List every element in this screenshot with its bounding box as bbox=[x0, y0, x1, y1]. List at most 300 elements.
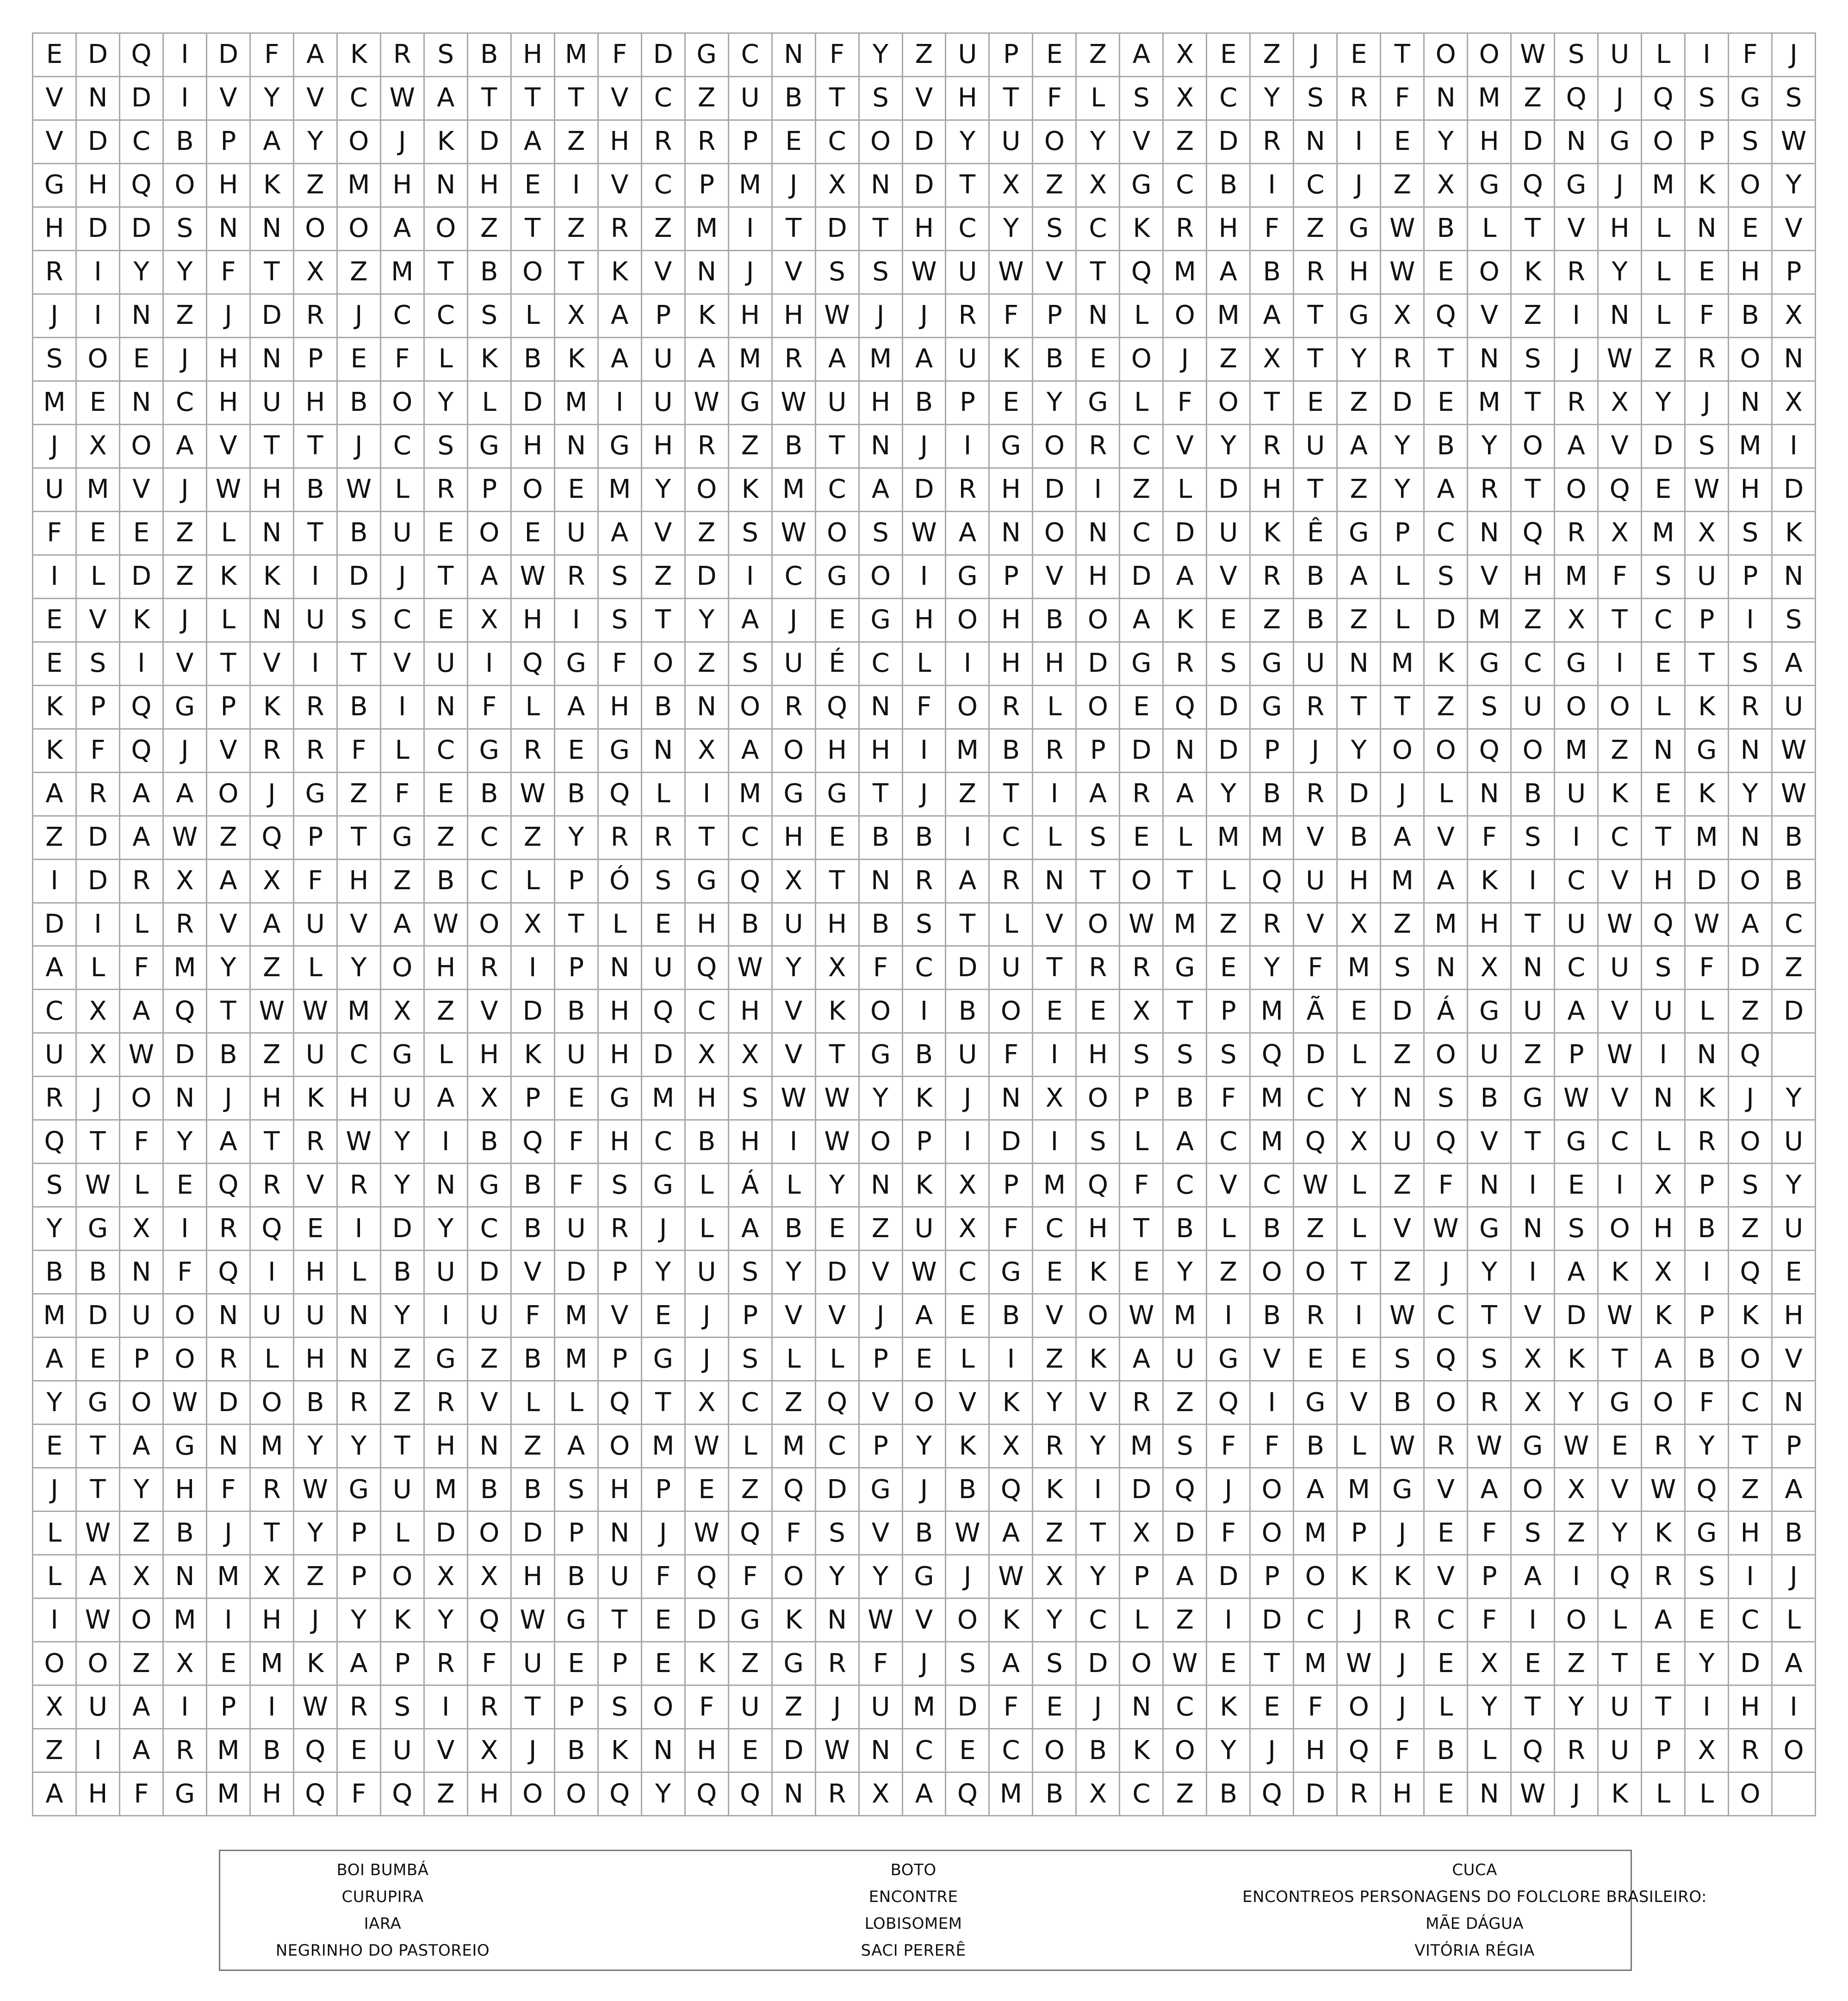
grid-cell[interactable]: C bbox=[1729, 1381, 1773, 1425]
grid-cell[interactable]: Q bbox=[1338, 1729, 1381, 1773]
grid-cell[interactable]: T bbox=[251, 1512, 294, 1555]
grid-cell[interactable]: R bbox=[1120, 773, 1164, 817]
grid-cell[interactable]: H bbox=[946, 77, 990, 121]
grid-cell[interactable]: R bbox=[1555, 1729, 1599, 1773]
grid-cell[interactable]: E bbox=[77, 512, 120, 556]
grid-cell[interactable]: M bbox=[164, 947, 207, 990]
grid-cell[interactable]: Y bbox=[990, 208, 1033, 251]
grid-cell[interactable]: H bbox=[1773, 1295, 1816, 1338]
grid-cell[interactable]: L bbox=[729, 1425, 773, 1468]
grid-cell[interactable]: S bbox=[381, 1686, 425, 1729]
grid-cell[interactable]: Y bbox=[338, 947, 381, 990]
grid-cell[interactable]: H bbox=[164, 1468, 207, 1512]
grid-cell[interactable]: Z bbox=[1555, 1512, 1599, 1555]
grid-cell[interactable]: G bbox=[816, 556, 860, 599]
grid-cell[interactable]: M bbox=[729, 338, 773, 382]
grid-cell[interactable]: Q bbox=[294, 1773, 338, 1816]
grid-cell[interactable]: F bbox=[599, 643, 642, 686]
grid-cell[interactable]: G bbox=[599, 425, 642, 469]
grid-cell[interactable]: V bbox=[207, 425, 251, 469]
grid-cell[interactable]: K bbox=[1686, 1077, 1729, 1121]
grid-cell[interactable]: R bbox=[33, 251, 77, 295]
grid-cell[interactable]: B bbox=[1033, 599, 1077, 643]
grid-cell[interactable]: S bbox=[1686, 77, 1729, 121]
grid-cell[interactable]: G bbox=[1164, 947, 1207, 990]
grid-cell[interactable]: I bbox=[468, 643, 512, 686]
grid-cell[interactable]: C bbox=[1425, 512, 1468, 556]
grid-cell[interactable]: V bbox=[816, 1295, 860, 1338]
grid-cell[interactable]: B bbox=[1425, 425, 1468, 469]
grid-cell[interactable]: W bbox=[773, 382, 816, 425]
grid-cell[interactable]: J bbox=[729, 251, 773, 295]
grid-cell[interactable]: P bbox=[338, 1555, 381, 1599]
grid-cell[interactable]: C bbox=[381, 295, 425, 338]
grid-cell[interactable]: I bbox=[1512, 1251, 1555, 1295]
grid-cell[interactable]: N bbox=[207, 1425, 251, 1468]
grid-cell[interactable]: W bbox=[1599, 1034, 1642, 1077]
grid-cell[interactable]: R bbox=[816, 1773, 860, 1816]
grid-cell[interactable]: D bbox=[946, 947, 990, 990]
grid-cell[interactable]: W bbox=[294, 1686, 338, 1729]
grid-cell[interactable]: D bbox=[338, 556, 381, 599]
grid-cell[interactable]: V bbox=[294, 1164, 338, 1208]
grid-cell[interactable]: I bbox=[729, 556, 773, 599]
grid-cell[interactable]: I bbox=[33, 860, 77, 904]
grid-cell[interactable]: J bbox=[773, 164, 816, 208]
grid-cell[interactable]: H bbox=[1642, 1208, 1686, 1251]
grid-cell[interactable]: X bbox=[729, 1034, 773, 1077]
grid-cell[interactable]: Q bbox=[1512, 512, 1555, 556]
grid-cell[interactable]: J bbox=[1251, 1729, 1294, 1773]
grid-cell[interactable]: U bbox=[251, 1295, 294, 1338]
grid-cell[interactable]: X bbox=[1599, 382, 1642, 425]
grid-cell[interactable]: Z bbox=[1207, 1251, 1251, 1295]
grid-cell[interactable]: F bbox=[468, 1642, 512, 1686]
grid-cell[interactable]: C bbox=[990, 817, 1033, 860]
grid-cell[interactable]: Y bbox=[1077, 1425, 1120, 1468]
grid-cell[interactable]: D bbox=[1338, 773, 1381, 817]
grid-cell[interactable]: B bbox=[1686, 1208, 1729, 1251]
grid-cell[interactable]: P bbox=[77, 686, 120, 730]
grid-cell[interactable]: I bbox=[1773, 1686, 1816, 1729]
grid-cell[interactable]: O bbox=[77, 1642, 120, 1686]
grid-cell[interactable]: X bbox=[120, 1208, 164, 1251]
grid-cell[interactable]: P bbox=[1686, 1164, 1729, 1208]
grid-cell[interactable]: U bbox=[294, 1295, 338, 1338]
grid-cell[interactable]: G bbox=[1555, 1121, 1599, 1164]
grid-cell[interactable]: Z bbox=[294, 164, 338, 208]
grid-cell[interactable] bbox=[1773, 1773, 1816, 1816]
grid-cell[interactable]: J bbox=[33, 425, 77, 469]
grid-cell[interactable]: L bbox=[1033, 686, 1077, 730]
grid-cell[interactable]: K bbox=[1599, 1773, 1642, 1816]
grid-cell[interactable]: B bbox=[555, 1729, 599, 1773]
grid-cell[interactable]: Y bbox=[555, 817, 599, 860]
grid-cell[interactable]: P bbox=[512, 1077, 555, 1121]
grid-cell[interactable]: I bbox=[1207, 1599, 1251, 1642]
grid-cell[interactable]: L bbox=[1642, 1121, 1686, 1164]
grid-cell[interactable]: C bbox=[1599, 1121, 1642, 1164]
grid-cell[interactable]: V bbox=[33, 77, 77, 121]
grid-cell[interactable]: C bbox=[1294, 164, 1338, 208]
grid-cell[interactable]: N bbox=[1077, 512, 1120, 556]
grid-cell[interactable]: E bbox=[1338, 1338, 1381, 1381]
grid-cell[interactable]: S bbox=[1729, 121, 1773, 164]
grid-cell[interactable]: B bbox=[1294, 556, 1338, 599]
grid-cell[interactable]: W bbox=[903, 251, 947, 295]
grid-cell[interactable]: R bbox=[686, 425, 729, 469]
grid-cell[interactable]: Y bbox=[294, 121, 338, 164]
grid-cell[interactable]: B bbox=[1207, 164, 1251, 208]
grid-cell[interactable]: M bbox=[903, 1686, 947, 1729]
grid-cell[interactable]: F bbox=[860, 1642, 903, 1686]
grid-cell[interactable]: P bbox=[1555, 1034, 1599, 1077]
grid-cell[interactable]: H bbox=[1468, 904, 1512, 947]
grid-cell[interactable]: A bbox=[207, 860, 251, 904]
grid-cell[interactable]: R bbox=[1294, 251, 1338, 295]
grid-cell[interactable]: W bbox=[1338, 1642, 1381, 1686]
grid-cell[interactable]: D bbox=[77, 860, 120, 904]
grid-cell[interactable]: O bbox=[164, 164, 207, 208]
grid-cell[interactable]: K bbox=[1251, 512, 1294, 556]
grid-cell[interactable]: T bbox=[1425, 338, 1468, 382]
grid-cell[interactable]: G bbox=[425, 1338, 468, 1381]
grid-cell[interactable]: W bbox=[207, 469, 251, 512]
grid-cell[interactable]: E bbox=[1773, 1251, 1816, 1295]
grid-cell[interactable]: G bbox=[1338, 208, 1381, 251]
grid-cell[interactable]: L bbox=[120, 904, 164, 947]
grid-cell[interactable]: H bbox=[1077, 556, 1120, 599]
grid-cell[interactable]: X bbox=[468, 599, 512, 643]
grid-cell[interactable]: A bbox=[1773, 1468, 1816, 1512]
grid-cell[interactable]: E bbox=[729, 1729, 773, 1773]
grid-cell[interactable]: N bbox=[1338, 643, 1381, 686]
grid-cell[interactable]: B bbox=[164, 1512, 207, 1555]
grid-cell[interactable]: O bbox=[1207, 382, 1251, 425]
grid-cell[interactable]: T bbox=[1294, 338, 1338, 382]
grid-cell[interactable]: C bbox=[1599, 817, 1642, 860]
grid-cell[interactable]: V bbox=[207, 730, 251, 773]
grid-cell[interactable]: G bbox=[1555, 643, 1599, 686]
grid-cell[interactable]: E bbox=[1294, 1338, 1338, 1381]
grid-cell[interactable]: H bbox=[729, 990, 773, 1034]
grid-cell[interactable]: W bbox=[77, 1164, 120, 1208]
grid-cell[interactable]: M bbox=[642, 1077, 686, 1121]
grid-cell[interactable]: Q bbox=[686, 1555, 729, 1599]
grid-cell[interactable]: R bbox=[164, 1729, 207, 1773]
grid-cell[interactable]: G bbox=[946, 556, 990, 599]
grid-cell[interactable]: S bbox=[816, 251, 860, 295]
grid-cell[interactable]: T bbox=[251, 425, 294, 469]
grid-cell[interactable]: D bbox=[425, 1512, 468, 1555]
grid-cell[interactable]: C bbox=[642, 164, 686, 208]
grid-cell[interactable]: A bbox=[1555, 1251, 1599, 1295]
grid-cell[interactable]: V bbox=[1599, 860, 1642, 904]
grid-cell[interactable]: S bbox=[33, 1164, 77, 1208]
grid-cell[interactable]: G bbox=[555, 643, 599, 686]
grid-cell[interactable]: M bbox=[1642, 512, 1686, 556]
grid-cell[interactable]: N bbox=[1468, 512, 1512, 556]
grid-cell[interactable]: U bbox=[555, 1034, 599, 1077]
grid-cell[interactable]: N bbox=[338, 1338, 381, 1381]
grid-cell[interactable]: O bbox=[512, 251, 555, 295]
grid-cell[interactable]: T bbox=[1468, 1295, 1512, 1338]
grid-cell[interactable]: E bbox=[1425, 251, 1468, 295]
grid-cell[interactable]: X bbox=[1164, 77, 1207, 121]
grid-cell[interactable]: L bbox=[207, 599, 251, 643]
grid-cell[interactable]: G bbox=[1381, 1468, 1425, 1512]
grid-cell[interactable]: N bbox=[1642, 730, 1686, 773]
grid-cell[interactable]: Q bbox=[686, 947, 729, 990]
grid-cell[interactable]: J bbox=[164, 599, 207, 643]
grid-cell[interactable]: V bbox=[773, 1034, 816, 1077]
grid-cell[interactable]: J bbox=[1164, 338, 1207, 382]
grid-cell[interactable]: Z bbox=[164, 512, 207, 556]
grid-cell[interactable]: X bbox=[1468, 947, 1512, 990]
grid-cell[interactable]: B bbox=[946, 990, 990, 1034]
grid-cell[interactable]: R bbox=[251, 1468, 294, 1512]
grid-cell[interactable]: N bbox=[1512, 1208, 1555, 1251]
grid-cell[interactable]: B bbox=[512, 338, 555, 382]
grid-cell[interactable]: V bbox=[33, 121, 77, 164]
grid-cell[interactable]: Q bbox=[816, 1381, 860, 1425]
grid-cell[interactable]: E bbox=[120, 338, 164, 382]
grid-cell[interactable]: H bbox=[207, 338, 251, 382]
grid-cell[interactable]: L bbox=[1642, 208, 1686, 251]
grid-cell[interactable]: R bbox=[251, 1164, 294, 1208]
grid-cell[interactable]: Q bbox=[33, 1121, 77, 1164]
grid-cell[interactable]: M bbox=[1251, 1077, 1294, 1121]
grid-cell[interactable]: B bbox=[164, 121, 207, 164]
grid-cell[interactable]: J bbox=[1729, 1077, 1773, 1121]
grid-cell[interactable]: F bbox=[686, 1686, 729, 1729]
grid-cell[interactable]: L bbox=[120, 1164, 164, 1208]
grid-cell[interactable]: V bbox=[1033, 556, 1077, 599]
grid-cell[interactable]: É bbox=[816, 643, 860, 686]
grid-cell[interactable]: N bbox=[816, 1599, 860, 1642]
grid-cell[interactable]: A bbox=[120, 817, 164, 860]
grid-cell[interactable]: N bbox=[773, 1773, 816, 1816]
grid-cell[interactable]: R bbox=[1555, 512, 1599, 556]
grid-cell[interactable]: P bbox=[294, 338, 338, 382]
grid-cell[interactable]: U bbox=[1381, 1121, 1425, 1164]
grid-cell[interactable]: S bbox=[1077, 817, 1120, 860]
grid-cell[interactable]: L bbox=[33, 1555, 77, 1599]
grid-cell[interactable]: I bbox=[425, 1121, 468, 1164]
grid-cell[interactable]: X bbox=[860, 1773, 903, 1816]
grid-cell[interactable]: P bbox=[1077, 730, 1120, 773]
grid-cell[interactable]: E bbox=[903, 1338, 947, 1381]
grid-cell[interactable]: B bbox=[686, 1121, 729, 1164]
grid-cell[interactable]: L bbox=[773, 1164, 816, 1208]
grid-cell[interactable]: B bbox=[1294, 599, 1338, 643]
grid-cell[interactable]: D bbox=[468, 1251, 512, 1295]
grid-cell[interactable]: A bbox=[599, 512, 642, 556]
grid-cell[interactable]: Y bbox=[425, 1599, 468, 1642]
grid-cell[interactable]: Z bbox=[1033, 1338, 1077, 1381]
grid-cell[interactable]: K bbox=[555, 338, 599, 382]
grid-cell[interactable]: K bbox=[1599, 1251, 1642, 1295]
grid-cell[interactable]: S bbox=[1512, 338, 1555, 382]
grid-cell[interactable]: C bbox=[1207, 1121, 1251, 1164]
grid-cell[interactable]: O bbox=[1077, 599, 1120, 643]
grid-cell[interactable]: Z bbox=[33, 1729, 77, 1773]
grid-cell[interactable]: K bbox=[1773, 512, 1816, 556]
grid-cell[interactable]: T bbox=[860, 773, 903, 817]
grid-cell[interactable]: K bbox=[251, 556, 294, 599]
grid-cell[interactable]: A bbox=[1120, 34, 1164, 77]
grid-cell[interactable]: Z bbox=[1164, 1599, 1207, 1642]
grid-cell[interactable]: B bbox=[1294, 1425, 1338, 1468]
grid-cell[interactable]: V bbox=[1338, 1381, 1381, 1425]
grid-cell[interactable]: A bbox=[729, 730, 773, 773]
grid-cell[interactable]: J bbox=[860, 1295, 903, 1338]
grid-cell[interactable]: W bbox=[816, 295, 860, 338]
grid-cell[interactable]: Y bbox=[294, 1512, 338, 1555]
grid-cell[interactable]: D bbox=[33, 904, 77, 947]
grid-cell[interactable]: C bbox=[729, 817, 773, 860]
grid-cell[interactable]: N bbox=[251, 208, 294, 251]
grid-cell[interactable]: V bbox=[1207, 556, 1251, 599]
grid-cell[interactable]: R bbox=[642, 817, 686, 860]
grid-cell[interactable]: A bbox=[1729, 904, 1773, 947]
grid-cell[interactable]: S bbox=[1642, 556, 1686, 599]
grid-cell[interactable]: X bbox=[77, 990, 120, 1034]
grid-cell[interactable]: B bbox=[1512, 773, 1555, 817]
grid-cell[interactable]: V bbox=[120, 469, 164, 512]
grid-cell[interactable]: Y bbox=[1642, 382, 1686, 425]
grid-cell[interactable]: Q bbox=[207, 1164, 251, 1208]
grid-cell[interactable]: P bbox=[1338, 1512, 1381, 1555]
grid-cell[interactable]: F bbox=[555, 1121, 599, 1164]
grid-cell[interactable]: J bbox=[860, 295, 903, 338]
grid-cell[interactable]: B bbox=[338, 686, 381, 730]
grid-cell[interactable]: P bbox=[207, 686, 251, 730]
grid-cell[interactable]: Y bbox=[425, 382, 468, 425]
grid-cell[interactable]: A bbox=[1164, 773, 1207, 817]
grid-cell[interactable]: U bbox=[1773, 1208, 1816, 1251]
grid-cell[interactable]: R bbox=[1251, 425, 1294, 469]
grid-cell[interactable]: N bbox=[860, 686, 903, 730]
grid-cell[interactable]: B bbox=[1164, 1077, 1207, 1121]
grid-cell[interactable]: M bbox=[1686, 817, 1729, 860]
grid-cell[interactable]: N bbox=[207, 1295, 251, 1338]
grid-cell[interactable]: F bbox=[1033, 77, 1077, 121]
grid-cell[interactable]: J bbox=[164, 338, 207, 382]
grid-cell[interactable]: L bbox=[33, 1512, 77, 1555]
grid-cell[interactable]: E bbox=[1642, 469, 1686, 512]
grid-cell[interactable]: L bbox=[773, 1338, 816, 1381]
grid-cell[interactable]: R bbox=[294, 1121, 338, 1164]
grid-cell[interactable]: J bbox=[164, 730, 207, 773]
grid-cell[interactable]: B bbox=[468, 1121, 512, 1164]
grid-cell[interactable]: L bbox=[1381, 599, 1425, 643]
grid-cell[interactable]: J bbox=[33, 1468, 77, 1512]
grid-cell[interactable]: X bbox=[1338, 1121, 1381, 1164]
grid-cell[interactable]: C bbox=[425, 730, 468, 773]
grid-cell[interactable]: N bbox=[1033, 860, 1077, 904]
grid-cell[interactable]: W bbox=[990, 1555, 1033, 1599]
grid-cell[interactable]: A bbox=[33, 1773, 77, 1816]
grid-cell[interactable]: U bbox=[642, 338, 686, 382]
grid-cell[interactable]: O bbox=[1033, 512, 1077, 556]
grid-cell[interactable]: E bbox=[425, 773, 468, 817]
grid-cell[interactable]: H bbox=[1512, 556, 1555, 599]
grid-cell[interactable]: T bbox=[816, 860, 860, 904]
grid-cell[interactable]: R bbox=[816, 1642, 860, 1686]
grid-cell[interactable]: R bbox=[1555, 382, 1599, 425]
grid-cell[interactable]: E bbox=[555, 1642, 599, 1686]
grid-cell[interactable]: T bbox=[1294, 295, 1338, 338]
grid-cell[interactable]: P bbox=[990, 1164, 1033, 1208]
grid-cell[interactable]: H bbox=[816, 730, 860, 773]
grid-cell[interactable]: K bbox=[468, 338, 512, 382]
grid-cell[interactable]: F bbox=[381, 773, 425, 817]
grid-cell[interactable]: Q bbox=[381, 1773, 425, 1816]
grid-cell[interactable]: P bbox=[990, 34, 1033, 77]
grid-cell[interactable]: N bbox=[1773, 338, 1816, 382]
grid-cell[interactable]: S bbox=[1773, 77, 1816, 121]
grid-cell[interactable]: A bbox=[686, 338, 729, 382]
grid-cell[interactable]: L bbox=[381, 730, 425, 773]
grid-cell[interactable]: V bbox=[1294, 904, 1338, 947]
grid-cell[interactable]: J bbox=[686, 1295, 729, 1338]
grid-cell[interactable]: T bbox=[1599, 1338, 1642, 1381]
grid-cell[interactable]: B bbox=[773, 425, 816, 469]
grid-cell[interactable]: K bbox=[1120, 208, 1164, 251]
grid-cell[interactable]: Y bbox=[773, 1251, 816, 1295]
grid-cell[interactable]: C bbox=[642, 77, 686, 121]
grid-cell[interactable]: M bbox=[1294, 1512, 1338, 1555]
grid-cell[interactable]: Y bbox=[1207, 425, 1251, 469]
grid-cell[interactable]: D bbox=[77, 817, 120, 860]
grid-cell[interactable]: H bbox=[1077, 1034, 1120, 1077]
grid-cell[interactable]: V bbox=[1033, 1295, 1077, 1338]
grid-cell[interactable]: T bbox=[1512, 1121, 1555, 1164]
grid-cell[interactable]: P bbox=[555, 1512, 599, 1555]
grid-cell[interactable]: X bbox=[990, 1425, 1033, 1468]
grid-cell[interactable]: D bbox=[1207, 730, 1251, 773]
grid-cell[interactable]: T bbox=[555, 904, 599, 947]
grid-cell[interactable]: N bbox=[860, 1164, 903, 1208]
grid-cell[interactable]: H bbox=[599, 1034, 642, 1077]
grid-cell[interactable]: A bbox=[1338, 425, 1381, 469]
grid-cell[interactable]: Q bbox=[1207, 1381, 1251, 1425]
grid-cell[interactable]: B bbox=[990, 1295, 1033, 1338]
grid-cell[interactable]: D bbox=[1425, 599, 1468, 643]
grid-cell[interactable]: N bbox=[164, 1555, 207, 1599]
grid-cell[interactable]: Q bbox=[729, 860, 773, 904]
grid-cell[interactable]: U bbox=[1599, 34, 1642, 77]
grid-cell[interactable]: B bbox=[1033, 338, 1077, 382]
grid-cell[interactable]: K bbox=[251, 164, 294, 208]
grid-cell[interactable]: I bbox=[729, 208, 773, 251]
grid-cell[interactable]: N bbox=[1468, 338, 1512, 382]
grid-cell[interactable]: S bbox=[1425, 556, 1468, 599]
grid-cell[interactable]: X bbox=[1425, 164, 1468, 208]
grid-cell[interactable]: X bbox=[1077, 1773, 1120, 1816]
grid-cell[interactable]: X bbox=[1033, 1555, 1077, 1599]
grid-cell[interactable]: S bbox=[1512, 1512, 1555, 1555]
grid-cell[interactable]: E bbox=[33, 1425, 77, 1468]
grid-cell[interactable]: I bbox=[555, 599, 599, 643]
grid-cell[interactable]: D bbox=[1120, 556, 1164, 599]
grid-cell[interactable]: V bbox=[773, 990, 816, 1034]
grid-cell[interactable]: Z bbox=[1729, 990, 1773, 1034]
grid-cell[interactable]: O bbox=[512, 469, 555, 512]
grid-cell[interactable]: H bbox=[425, 947, 468, 990]
grid-cell[interactable]: M bbox=[1468, 382, 1512, 425]
